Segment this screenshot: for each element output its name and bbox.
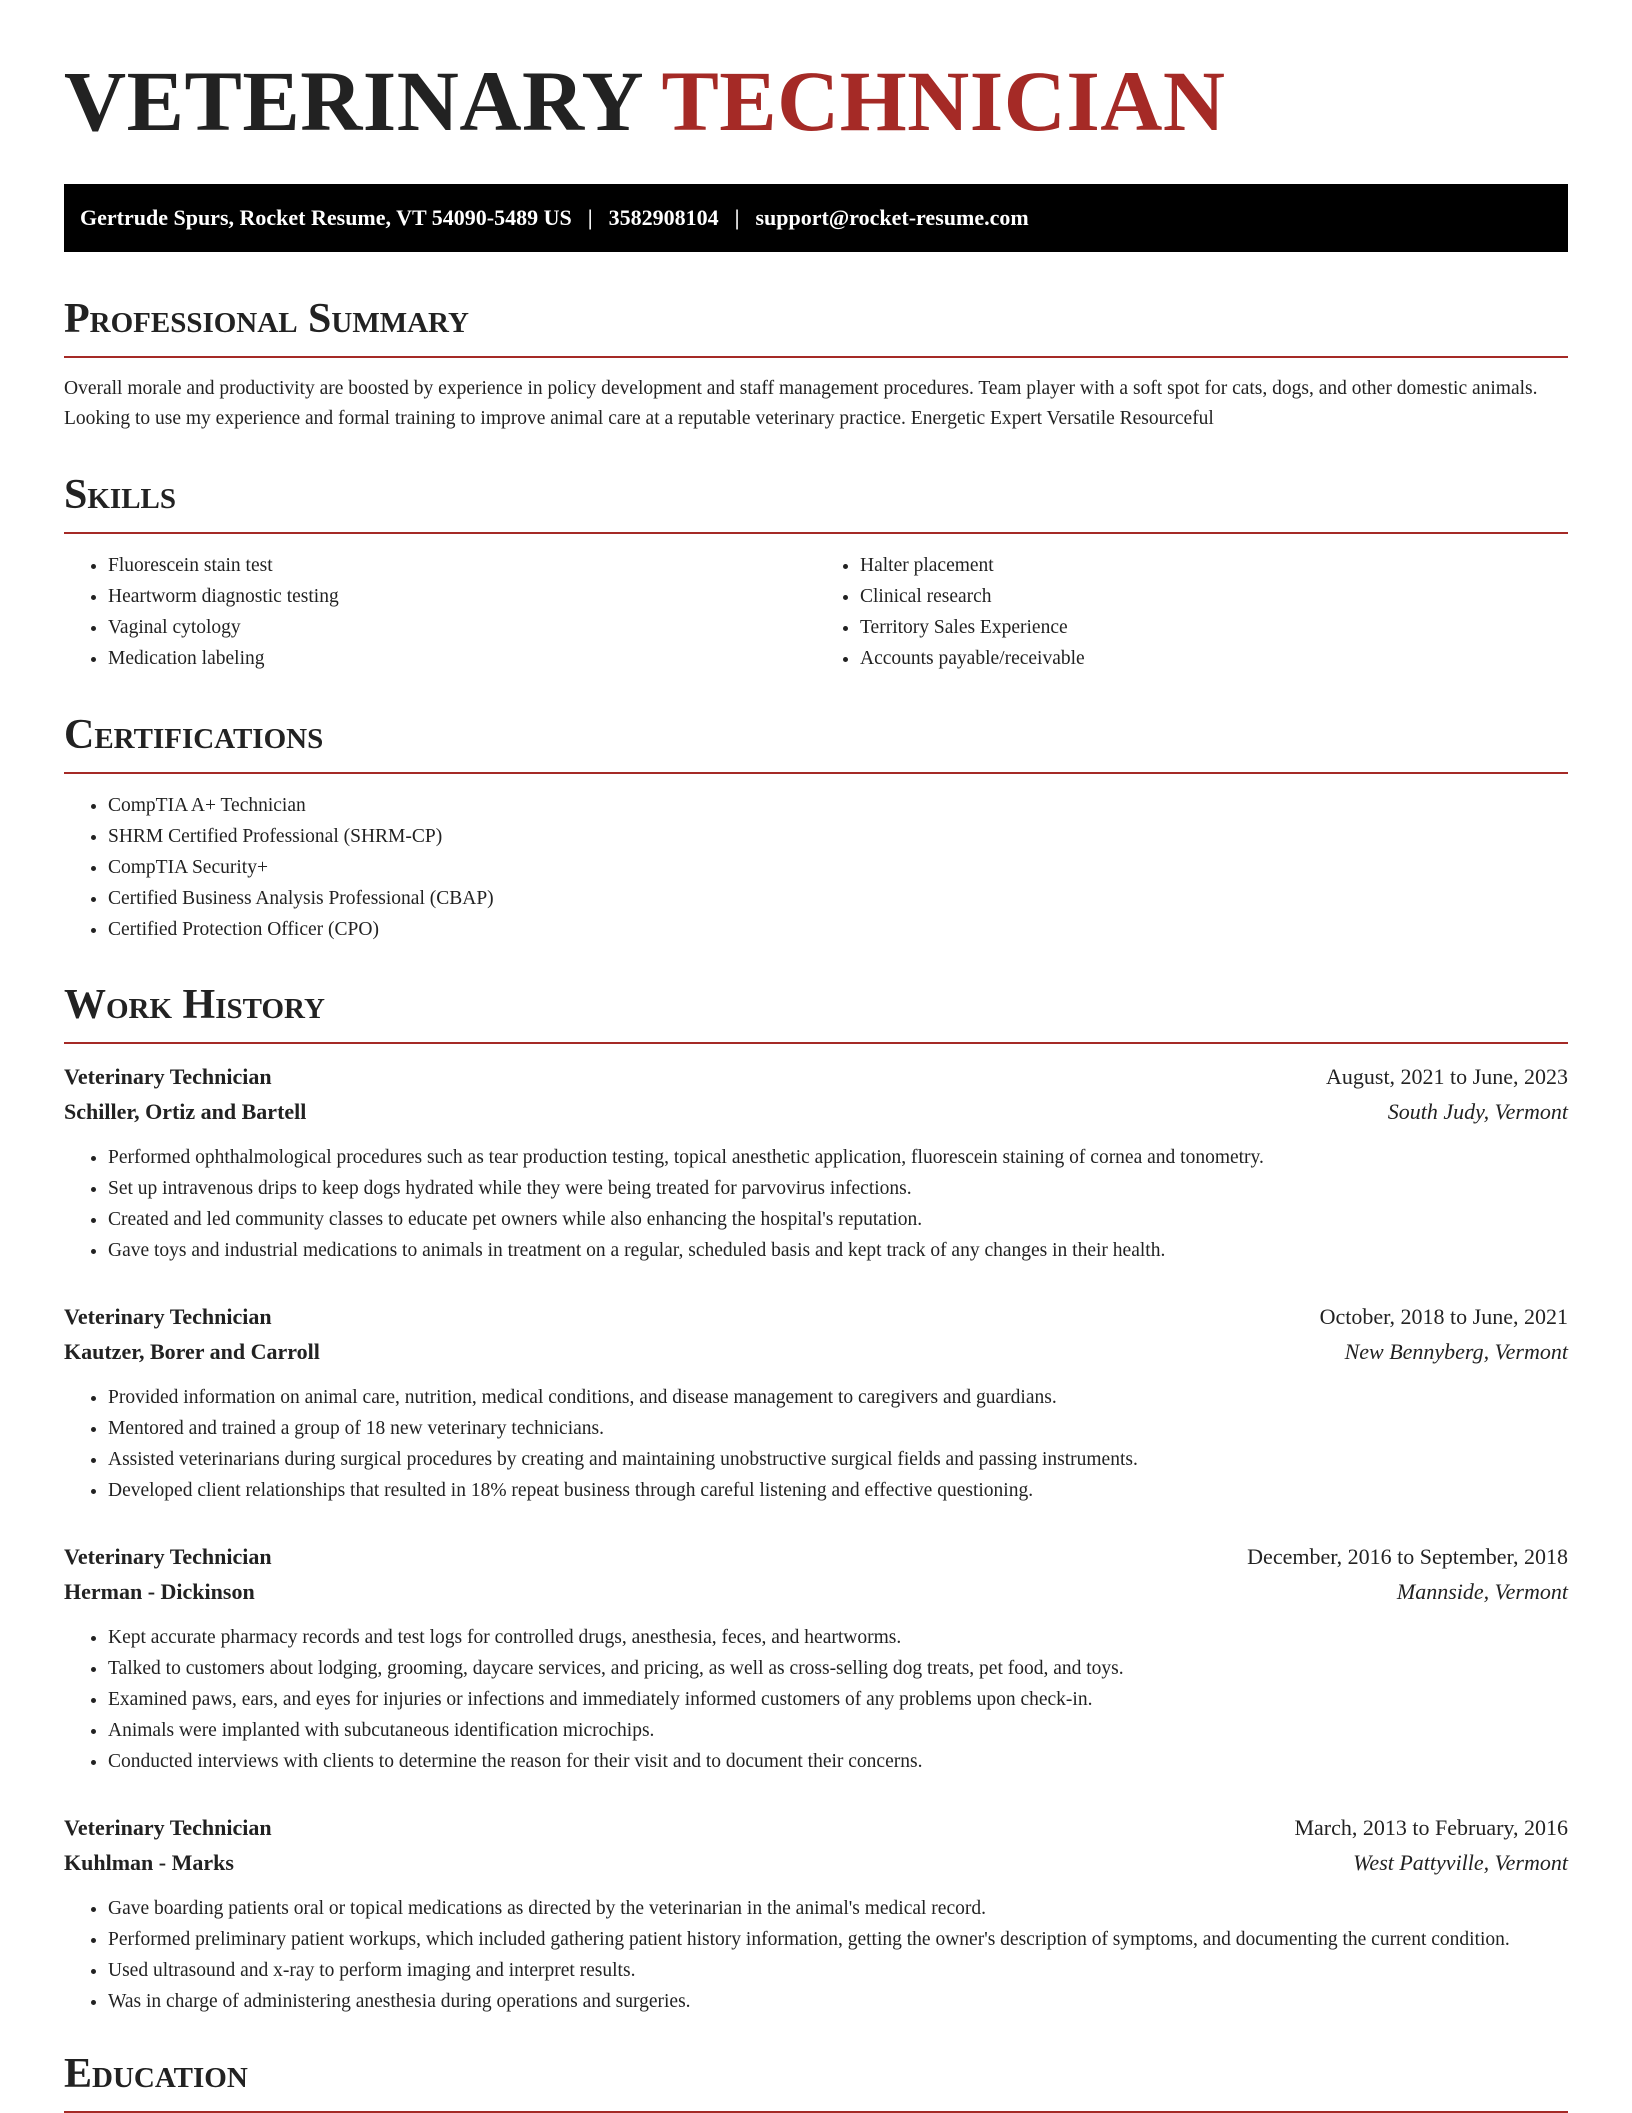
skill-item: • Vaginal cytology bbox=[108, 612, 816, 643]
job-dates: March, 2013 to February, 2016 bbox=[1294, 1815, 1568, 1840]
contact-address: Gertrude Spurs, Rocket Resume, VT 54090-5489 US bbox=[80, 205, 572, 230]
job-duty: • Talked to customers about lodging, grooming, daycare services, and pricing, as well as cross-selling dog treats, pet food, and toys. bbox=[108, 1653, 1568, 1684]
job-duty: • Kept accurate pharmacy records and test logs for controlled drugs, anesthesia, feces, and heartworms. bbox=[108, 1622, 1568, 1653]
job-duty: • Assisted veterinarians during surgical procedures by creating and maintaining unobstructive surgical fields and passing instruments. bbox=[108, 1444, 1568, 1475]
job-company: Kautzer, Borer and Carroll bbox=[64, 1339, 320, 1364]
job-duties-list bbox=[64, 1622, 1568, 1777]
summary-heading: Professional Summary bbox=[64, 298, 1568, 358]
job-title: Veterinary Technician bbox=[64, 1304, 272, 1329]
job-duty: • Performed ophthalmological procedures such as tear production testing, topical anesthetic application, fluorescein staining of cornea and tonometry. bbox=[108, 1142, 1568, 1173]
resume-title bbox=[64, 0, 1568, 149]
summary-text: Overall morale and productivity are boosted by experience in policy development and staff management procedures. Team player with a soft spot for cats, dogs, and other domestic animals. Looking to use my experience and formal training to improve animal care at a reputable veterinary practice. Energetic Expert Versatile Resourceful bbox=[64, 378, 1538, 429]
job-company: Herman - Dickinson bbox=[64, 1579, 255, 1604]
skills-grid bbox=[64, 550, 1568, 674]
certifications-heading: Certifications bbox=[64, 714, 1568, 774]
job-duty: • Mentored and trained a group of 18 new veterinary technicians. bbox=[108, 1413, 1568, 1444]
job-duty: • Developed client relationships that resulted in 18% repeat business through careful listening and effective questioning. bbox=[108, 1475, 1568, 1506]
job-dates: August, 2021 to June, 2023 bbox=[1326, 1064, 1568, 1089]
skill-item: • Medication labeling bbox=[108, 643, 816, 674]
certifications-list bbox=[64, 790, 1568, 945]
job-duty: • Was in charge of administering anesthesia during operations and surgeries. bbox=[108, 1986, 1568, 2017]
certification-item: • Certified Protection Officer (CPO) bbox=[108, 914, 1568, 945]
job-entry bbox=[64, 1811, 1568, 2017]
job-duty: • Gave toys and industrial medications to animals in treatment on a regular, scheduled basis and kept track of any changes in their health. bbox=[108, 1235, 1568, 1266]
certification-item: • Certified Business Analysis Professional (CBAP) bbox=[108, 883, 1568, 914]
job-duty: • Conducted interviews with clients to determine the reason for their visit and to document their concerns. bbox=[108, 1746, 1568, 1777]
skill-item: • Territory Sales Experience bbox=[860, 612, 1568, 643]
skill-item: • Clinical research bbox=[860, 581, 1568, 612]
skills-heading: Skills bbox=[64, 474, 1568, 534]
job-duty: • Provided information on animal care, nutrition, medical conditions, and disease management to caregivers and guardians. bbox=[108, 1382, 1568, 1413]
work-history-heading: Work History bbox=[64, 984, 1568, 1044]
skill-item: • Fluorescein stain test bbox=[108, 550, 816, 581]
job-location: Mannside, Vermont bbox=[1396, 1579, 1568, 1604]
job-location: South Judy, Vermont bbox=[1387, 1099, 1568, 1124]
skills-list-right bbox=[816, 550, 1568, 674]
title-first-word: VETERINARY bbox=[64, 53, 641, 149]
skill-item: • Heartworm diagnostic testing bbox=[108, 581, 816, 612]
job-entry bbox=[64, 1300, 1568, 1506]
contact-separator: | bbox=[734, 205, 740, 230]
certification-item: • CompTIA A+ Technician bbox=[108, 790, 1568, 821]
job-duty: • Used ultrasound and x-ray to perform imaging and interpret results. bbox=[108, 1955, 1568, 1986]
job-duties-list bbox=[64, 1142, 1568, 1266]
job-title: Veterinary Technician bbox=[64, 1064, 272, 1089]
skill-item: • Accounts payable/receivable bbox=[860, 643, 1568, 674]
job-company: Schiller, Ortiz and Bartell bbox=[64, 1099, 307, 1124]
job-duty: • Set up intravenous drips to keep dogs hydrated while they were being treated for parvovirus infections. bbox=[108, 1173, 1568, 1204]
education-heading: Education bbox=[64, 2053, 1568, 2113]
job-dates: December, 2016 to September, 2018 bbox=[1247, 1544, 1568, 1569]
job-duty: • Performed preliminary patient workups, which included gathering patient history information, getting the owner's description of symptoms, and documenting the current condition. bbox=[108, 1924, 1568, 1955]
job-duty: • Gave boarding patients oral or topical medications as directed by the veterinarian in the animal's medical record. bbox=[108, 1893, 1568, 1924]
job-duty: • Created and led community classes to educate pet owners while also enhancing the hospital's reputation. bbox=[108, 1204, 1568, 1235]
contact-bar bbox=[64, 184, 1568, 252]
skill-item: • Halter placement bbox=[860, 550, 1568, 581]
job-dates: October, 2018 to June, 2021 bbox=[1319, 1304, 1568, 1329]
job-title: Veterinary Technician bbox=[64, 1815, 272, 1840]
job-duty: • Examined paws, ears, and eyes for injuries or infections and immediately informed customers of any problems upon check-in. bbox=[108, 1684, 1568, 1715]
title-second-word: TECHNICIAN bbox=[661, 53, 1226, 149]
job-duties-list bbox=[64, 1893, 1568, 2017]
job-entry bbox=[64, 1060, 1568, 1266]
job-company: Kuhlman - Marks bbox=[64, 1850, 234, 1875]
job-location: West Pattyville, Vermont bbox=[1353, 1850, 1568, 1875]
certification-item: • CompTIA Security+ bbox=[108, 852, 1568, 883]
job-location: New Bennyberg, Vermont bbox=[1344, 1339, 1568, 1364]
contact-email: support@rocket-resume.com bbox=[755, 205, 1029, 230]
job-duties-list bbox=[64, 1382, 1568, 1506]
certification-item: • SHRM Certified Professional (SHRM-CP) bbox=[108, 821, 1568, 852]
job-duty: • Animals were implanted with subcutaneous identification microchips. bbox=[108, 1715, 1568, 1746]
contact-phone: 3582908104 bbox=[608, 205, 719, 230]
job-title: Veterinary Technician bbox=[64, 1544, 272, 1569]
contact-separator: | bbox=[587, 205, 593, 230]
job-entry bbox=[64, 1540, 1568, 1777]
skills-list-left bbox=[64, 550, 816, 674]
